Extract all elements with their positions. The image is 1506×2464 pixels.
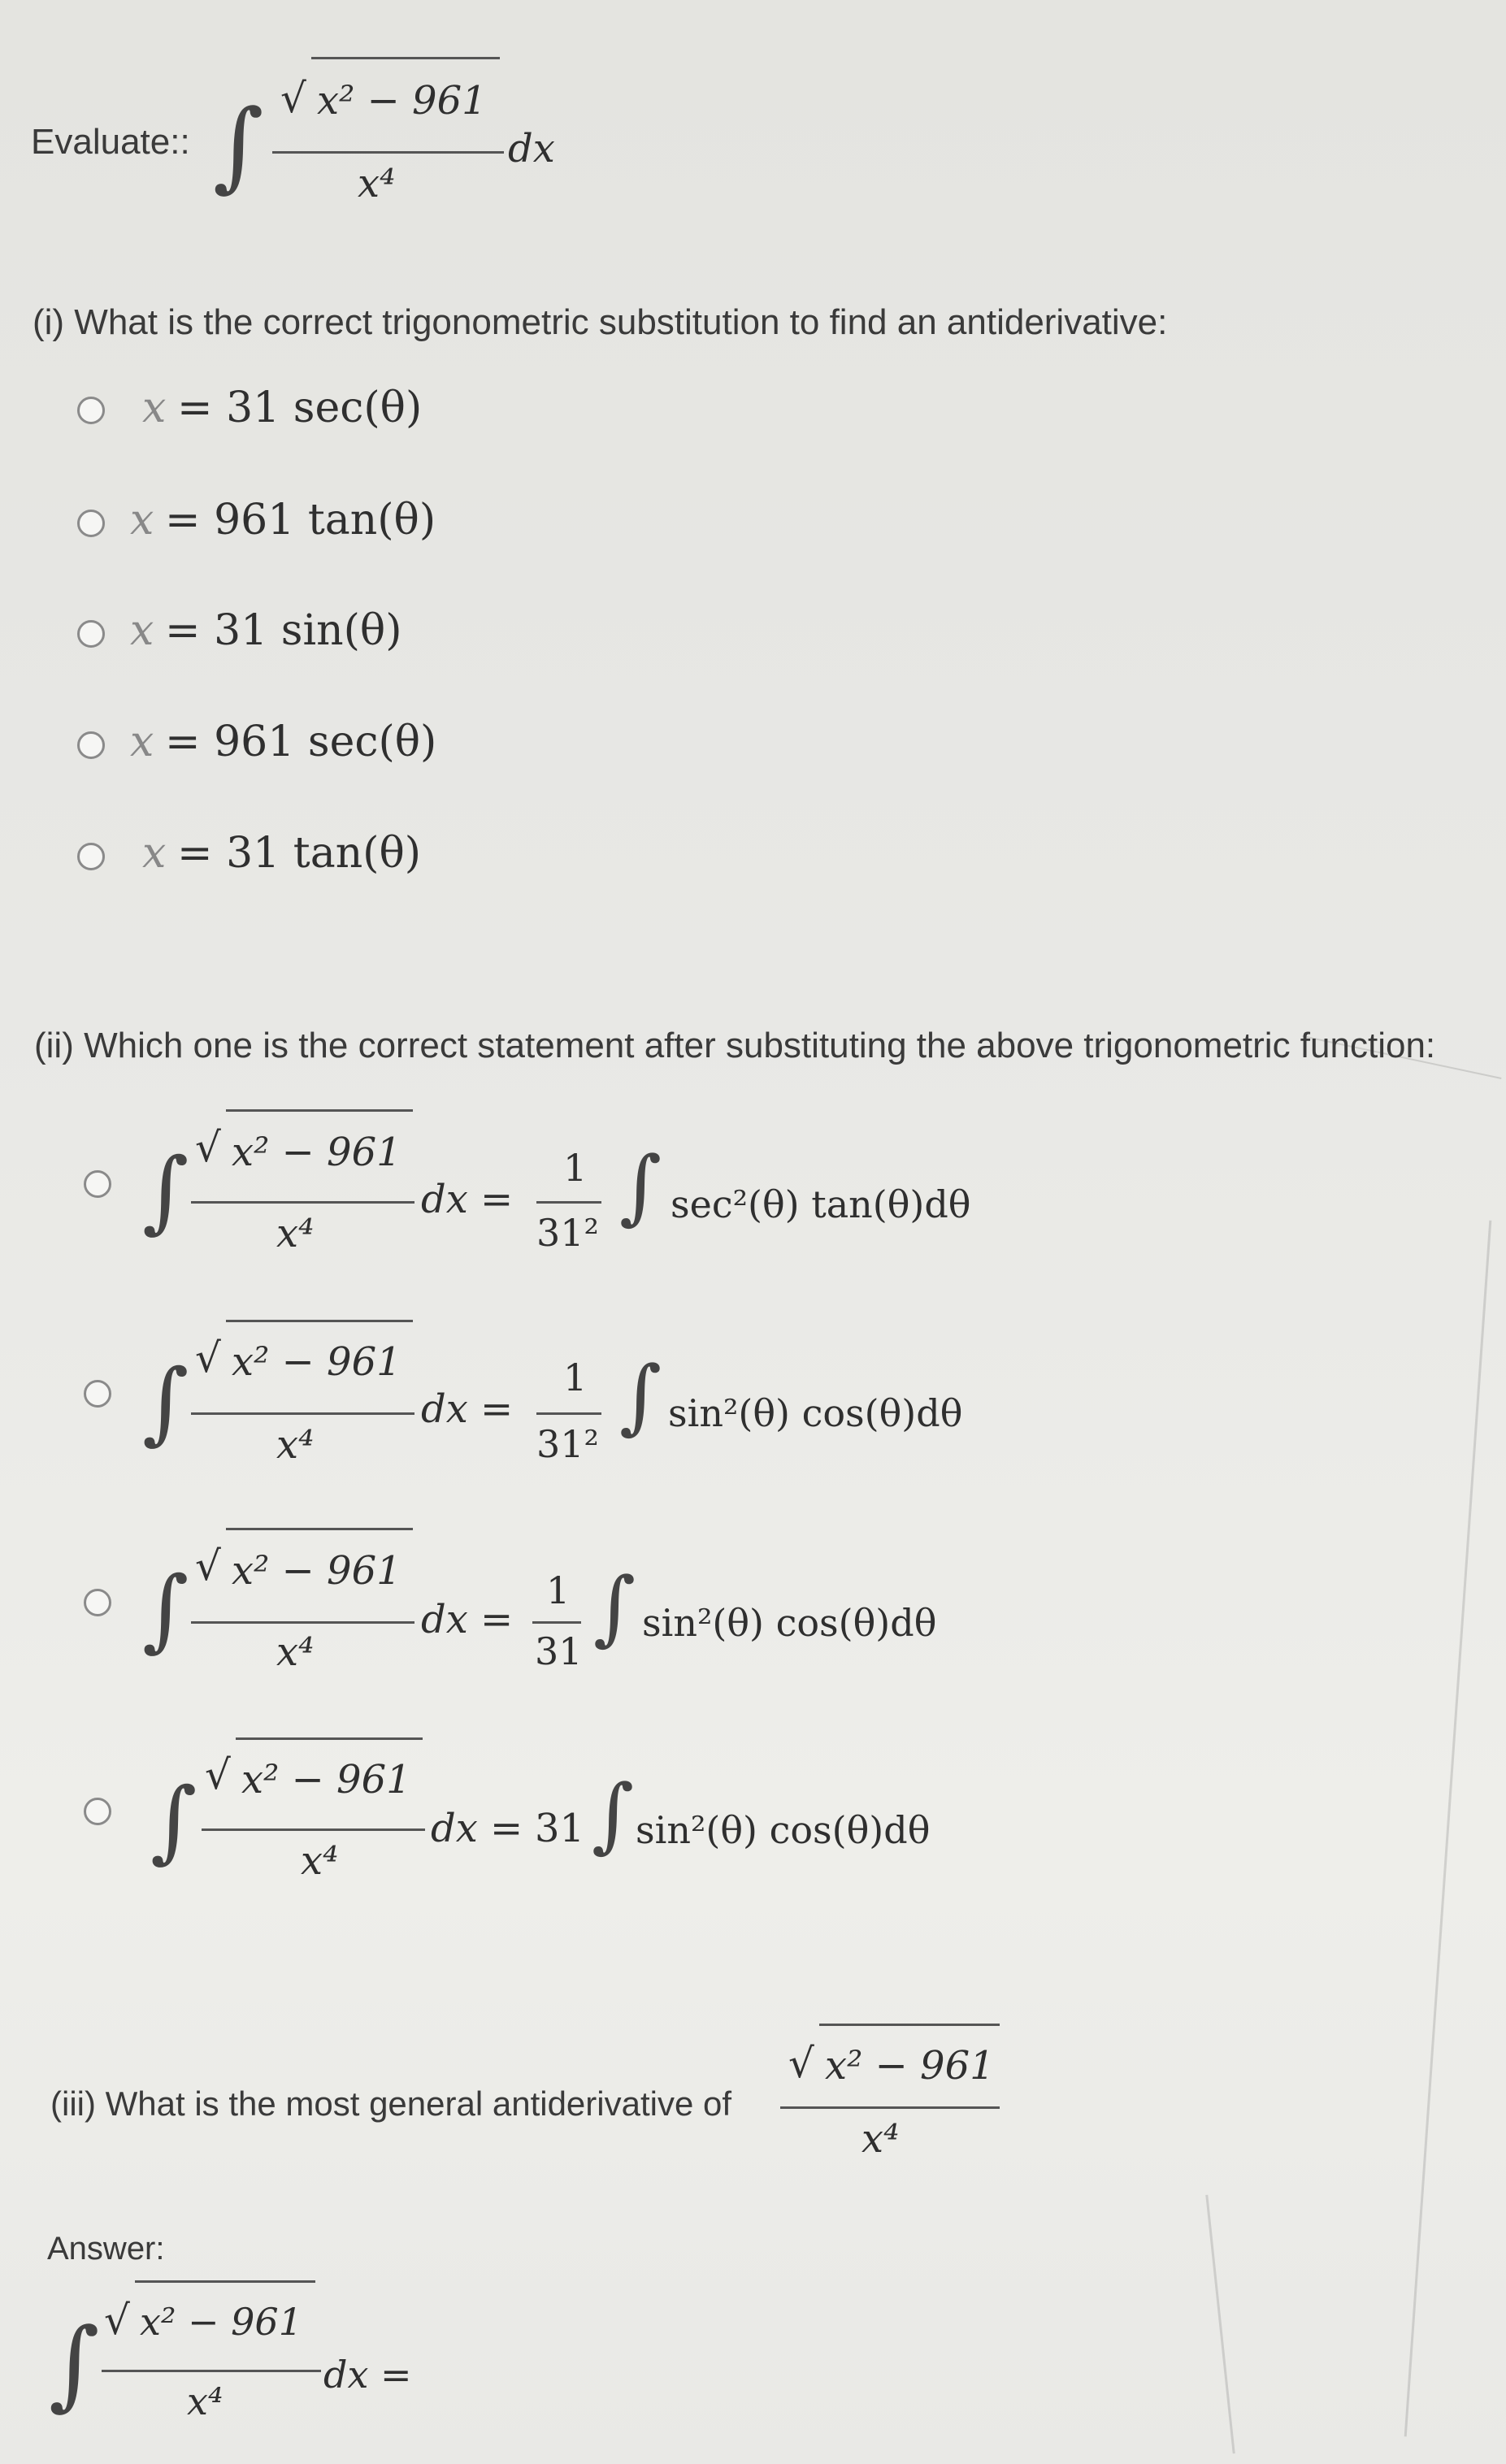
sqrt-bar (226, 1320, 413, 1322)
radio-button[interactable] (77, 843, 105, 870)
sqrt-symbol: √ (195, 1334, 221, 1382)
sqrt-bar (236, 1737, 423, 1740)
option-expression: = 961 tan(θ) (165, 496, 436, 544)
answer-denominator: x⁴ (187, 2379, 224, 2423)
option-variable: x (130, 496, 154, 544)
answer-dx-equals: dx = (323, 2353, 412, 2397)
fraction-bar (202, 1828, 425, 1831)
coef-denominator: 31² (536, 1422, 599, 1466)
q3-fraction-bar (780, 2106, 1000, 2109)
q3-sqrt-symbol: √ (788, 2040, 814, 2087)
coef-fraction-bar (532, 1621, 581, 1624)
coef-denominator: 31² (536, 1211, 599, 1255)
radio-button[interactable] (77, 620, 105, 648)
coef-denominator: 31 (535, 1629, 583, 1673)
answer-sqrt-symbol: √ (104, 2297, 130, 2344)
sqrt-bar (226, 1109, 413, 1112)
header-denominator: x⁴ (358, 161, 396, 206)
sqrt-symbol: √ (205, 1751, 231, 1798)
integral-sign: ∫ (213, 89, 264, 202)
header-fraction-bar (272, 151, 504, 154)
answer-fraction-bar (102, 2370, 321, 2372)
evaluate-label: Evaluate:: (31, 122, 190, 162)
fraction-bar (191, 1201, 414, 1204)
option-expression: sin²(θ) cos(θ)dθ (636, 1808, 931, 1852)
integral-sign: ∫ (619, 1348, 662, 1443)
integral-sign: ∫ (593, 1560, 636, 1655)
sqrt-bar (226, 1528, 413, 1530)
fraction-bar (191, 1412, 414, 1415)
radio-button[interactable] (84, 1380, 111, 1408)
option-expression: = 31 sin(θ) (165, 606, 402, 655)
integral-sign: ∫ (142, 1139, 189, 1243)
integrand-denominator: x⁴ (276, 1422, 315, 1468)
option-expression: = 31 sec(θ) (177, 384, 423, 432)
radio-button[interactable] (84, 1170, 111, 1198)
header-numerator: x² − 961 (317, 78, 487, 124)
paper-crease (1205, 2195, 1235, 2454)
coef: 31 (535, 1806, 585, 1851)
dx-equals: dx = (421, 1597, 514, 1642)
q2-prompt: (ii) Which one is the correct statement after substituting the above trigonometric function: (34, 1026, 1436, 1065)
header-dx: dx (508, 126, 555, 171)
radio-button[interactable] (84, 1798, 111, 1825)
option-variable: x (142, 384, 167, 432)
coef-fraction-bar (536, 1412, 601, 1415)
radio-button[interactable] (77, 397, 105, 424)
dx-equals: dx = (431, 1806, 523, 1851)
integrand-denominator: x⁴ (301, 1838, 339, 1884)
answer-sqrt-bar (135, 2280, 315, 2283)
dx-equals: dx = (421, 1386, 514, 1432)
integral-sign: ∫ (150, 1768, 197, 1872)
header-sqrt-bar (311, 57, 500, 59)
option-expression: sin²(θ) cos(θ)dθ (668, 1391, 963, 1435)
dx-equals: dx = (421, 1177, 514, 1222)
option-expression: = 961 sec(θ) (165, 718, 437, 766)
integral-sign: ∫ (592, 1767, 635, 1862)
sqrt-symbol: √ (195, 1124, 221, 1171)
header-sqrt: √ (280, 75, 306, 122)
option-variable: x (130, 718, 154, 766)
integral-sign: ∫ (49, 2308, 100, 2421)
integral-sign: ∫ (619, 1139, 662, 1234)
paper-crease (1404, 1221, 1492, 2437)
sqrt-symbol: √ (195, 1542, 221, 1590)
q3-prompt: (iii) What is the most general antiderivative of (50, 2084, 732, 2123)
q3-integrand-numerator: x² − 961 (825, 2043, 995, 2089)
q3-sqrt-bar (819, 2024, 1000, 2026)
option-expression: sin²(θ) cos(θ)dθ (642, 1601, 937, 1645)
integral-sign: ∫ (142, 1350, 189, 1454)
q3-integrand-denominator: x⁴ (862, 2116, 900, 2162)
option-expression: sec²(θ) tan(θ)dθ (671, 1182, 971, 1226)
option-expression: = 31 tan(θ) (177, 829, 422, 878)
radio-button[interactable] (84, 1589, 111, 1616)
option-variable: x (142, 829, 167, 878)
q1-prompt: (i) What is the correct trigonometric substitution to find an antiderivative: (33, 302, 1168, 342)
integrand-numerator: x² − 961 (232, 1548, 401, 1594)
coef-numerator: 1 (546, 1568, 571, 1612)
coef-numerator: 1 (563, 1356, 588, 1399)
integrand-denominator: x⁴ (276, 1629, 315, 1675)
answer-numerator: x² − 961 (140, 2300, 302, 2344)
coef-fraction-bar (536, 1201, 601, 1204)
coef-numerator: 1 (563, 1146, 588, 1190)
integrand-denominator: x⁴ (276, 1211, 315, 1256)
answer-label: Answer: (47, 2231, 165, 2267)
option-variable: x (130, 606, 154, 655)
integrand-numerator: x² − 961 (232, 1339, 401, 1385)
integral-sign: ∫ (142, 1557, 189, 1661)
integrand-numerator: x² − 961 (232, 1130, 401, 1175)
fraction-bar (191, 1621, 414, 1624)
radio-button[interactable] (77, 731, 105, 759)
radio-button[interactable] (77, 510, 105, 537)
integrand-numerator: x² − 961 (241, 1757, 411, 1802)
